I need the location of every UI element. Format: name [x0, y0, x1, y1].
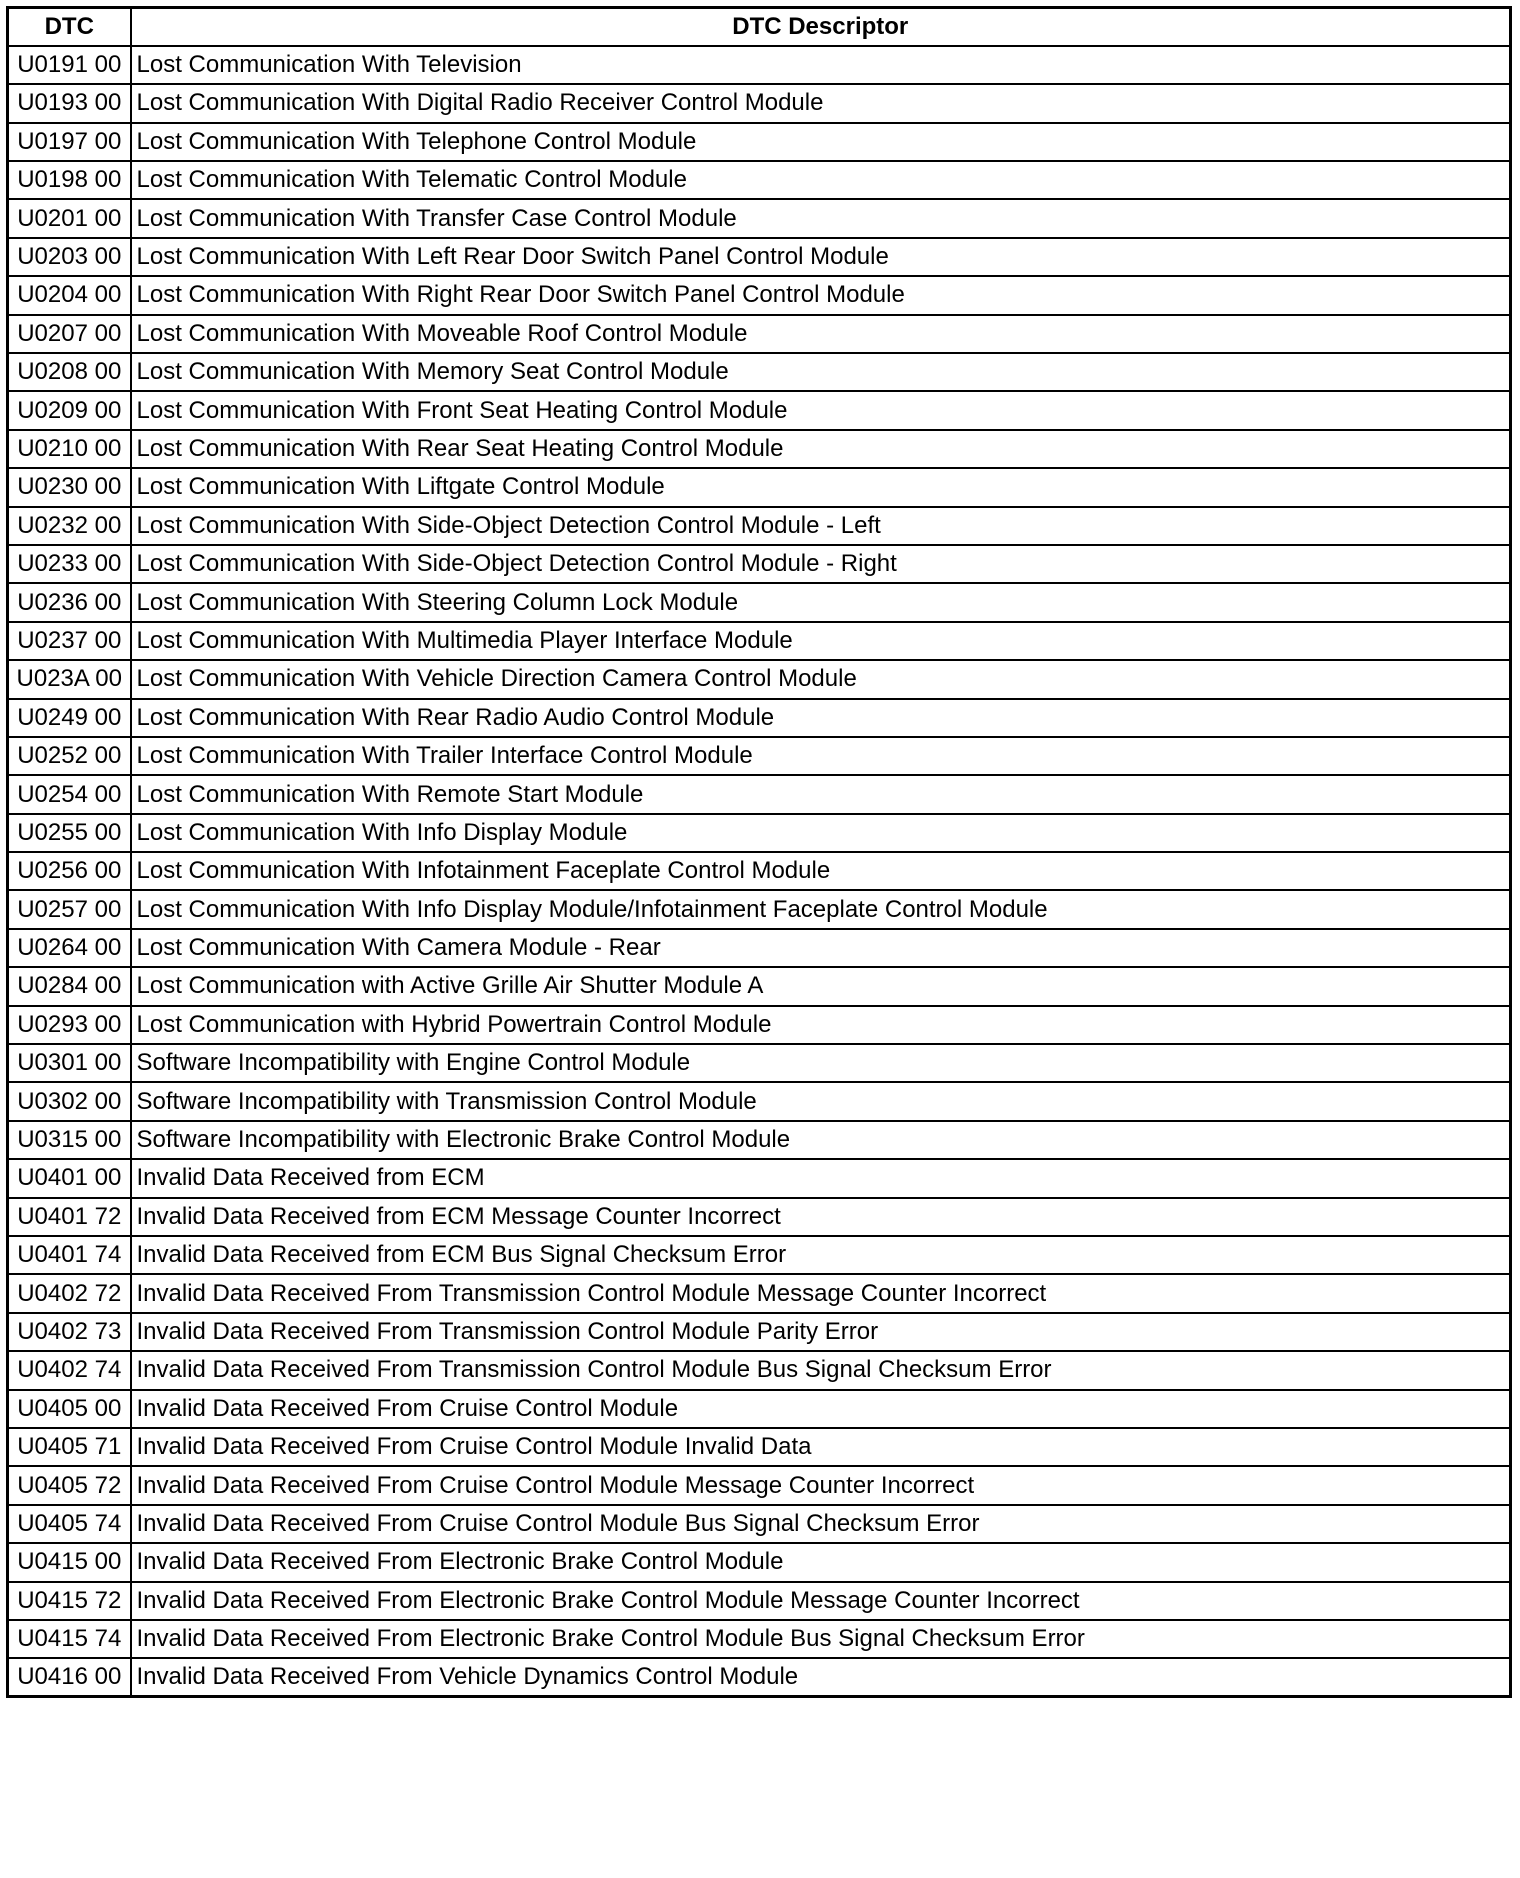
- dtc-code-cell: U0405 74: [8, 1505, 131, 1543]
- table-row: [8, 1582, 1511, 1620]
- dtc-descriptor-cell: Lost Communication With Television: [131, 46, 1511, 84]
- dtc-column-header: DTC: [8, 8, 131, 46]
- dtc-descriptor-cell: Software Incompatibility with Transmission Control Module: [131, 1082, 1511, 1120]
- table-row: [8, 199, 1511, 237]
- dtc-code-cell: U0254 00: [8, 775, 131, 813]
- dtc-code-cell: U0252 00: [8, 737, 131, 775]
- dtc-descriptor-cell: Invalid Data Received from ECM Bus Signal Checksum Error: [131, 1236, 1511, 1274]
- dtc-descriptor-cell: Lost Communication With Steering Column Lock Module: [131, 583, 1511, 621]
- dtc-descriptor-column-header: DTC Descriptor: [131, 8, 1511, 46]
- dtc-descriptor-cell: Lost Communication With Memory Seat Control Module: [131, 353, 1511, 391]
- dtc-code-cell: U0233 00: [8, 545, 131, 583]
- table-row: [8, 1159, 1511, 1197]
- dtc-code-cell: U0315 00: [8, 1121, 131, 1159]
- dtc-code-cell: U0230 00: [8, 468, 131, 506]
- table-row: [8, 545, 1511, 583]
- table-row: [8, 1198, 1511, 1236]
- dtc-code-cell: U0256 00: [8, 852, 131, 890]
- table-row: [8, 1505, 1511, 1543]
- dtc-descriptor-cell: Lost Communication With Digital Radio Receiver Control Module: [131, 84, 1511, 122]
- dtc-code-cell: U0301 00: [8, 1044, 131, 1082]
- dtc-descriptor-cell: Lost Communication With Telematic Control Module: [131, 161, 1511, 199]
- dtc-code-cell: U0191 00: [8, 46, 131, 84]
- dtc-code-cell: U0402 73: [8, 1313, 131, 1351]
- dtc-descriptor-cell: Invalid Data Received From Transmission Control Module Parity Error: [131, 1313, 1511, 1351]
- dtc-code-cell: U0201 00: [8, 199, 131, 237]
- dtc-descriptor-cell: Lost Communication With Vehicle Direction Camera Control Module: [131, 660, 1511, 698]
- dtc-descriptor-cell: Invalid Data Received from ECM Message Counter Incorrect: [131, 1198, 1511, 1236]
- table-row: [8, 238, 1511, 276]
- dtc-descriptor-cell: Lost Communication With Camera Module - Rear: [131, 929, 1511, 967]
- dtc-descriptor-cell: Invalid Data Received From Electronic Brake Control Module Message Counter Incorrect: [131, 1582, 1511, 1620]
- table-row: [8, 737, 1511, 775]
- table-row: [8, 1274, 1511, 1312]
- dtc-code-cell: U0236 00: [8, 583, 131, 621]
- table-row: [8, 1082, 1511, 1120]
- dtc-code-cell: U0264 00: [8, 929, 131, 967]
- dtc-descriptor-cell: Lost Communication With Telephone Control Module: [131, 123, 1511, 161]
- header-row: [8, 8, 1511, 46]
- table-row: [8, 1044, 1511, 1082]
- dtc-descriptor-cell: Lost Communication With Side-Object Detection Control Module - Right: [131, 545, 1511, 583]
- table-row: [8, 1466, 1511, 1504]
- table-row: [8, 890, 1511, 928]
- dtc-descriptor-cell: Lost Communication With Rear Radio Audio Control Module: [131, 699, 1511, 737]
- dtc-descriptor-cell: Lost Communication With Multimedia Player Interface Module: [131, 622, 1511, 660]
- dtc-descriptor-cell: Lost Communication With Liftgate Control Module: [131, 468, 1511, 506]
- table-row: [8, 967, 1511, 1005]
- dtc-descriptor-cell: Lost Communication With Rear Seat Heating Control Module: [131, 430, 1511, 468]
- dtc-code-cell: U0249 00: [8, 699, 131, 737]
- dtc-code-cell: U0209 00: [8, 391, 131, 429]
- table-body: [8, 46, 1511, 1697]
- table-row: [8, 852, 1511, 890]
- dtc-descriptor-cell: Invalid Data Received From Cruise Control Module Message Counter Incorrect: [131, 1466, 1511, 1504]
- dtc-code-cell: U0204 00: [8, 276, 131, 314]
- dtc-descriptor-cell: Invalid Data Received From Electronic Brake Control Module: [131, 1543, 1511, 1581]
- dtc-code-cell: U0237 00: [8, 622, 131, 660]
- dtc-code-cell: U0415 00: [8, 1543, 131, 1581]
- table-row: [8, 468, 1511, 506]
- dtc-descriptor-cell: Lost Communication With Trailer Interface Control Module: [131, 737, 1511, 775]
- table-row: [8, 1121, 1511, 1159]
- dtc-descriptor-cell: Lost Communication With Left Rear Door Switch Panel Control Module: [131, 238, 1511, 276]
- dtc-descriptor-cell: Lost Communication With Right Rear Door Switch Panel Control Module: [131, 276, 1511, 314]
- dtc-code-cell: U0415 74: [8, 1620, 131, 1658]
- dtc-code-cell: U0293 00: [8, 1006, 131, 1044]
- dtc-descriptor-cell: Invalid Data Received From Transmission Control Module Message Counter Incorrect: [131, 1274, 1511, 1312]
- table-row: [8, 353, 1511, 391]
- dtc-descriptor-cell: Lost Communication With Front Seat Heating Control Module: [131, 391, 1511, 429]
- dtc-code-cell: U0401 72: [8, 1198, 131, 1236]
- table-row: [8, 622, 1511, 660]
- dtc-code-cell: U0402 74: [8, 1351, 131, 1389]
- dtc-code-cell: U0197 00: [8, 123, 131, 161]
- dtc-code-cell: U0401 74: [8, 1236, 131, 1274]
- table-row: [8, 1313, 1511, 1351]
- table-row: [8, 161, 1511, 199]
- dtc-descriptor-cell: Software Incompatibility with Electronic Brake Control Module: [131, 1121, 1511, 1159]
- dtc-descriptor-cell: Lost Communication with Hybrid Powertrain Control Module: [131, 1006, 1511, 1044]
- dtc-code-cell: U0405 00: [8, 1390, 131, 1428]
- dtc-descriptor-cell: Lost Communication With Remote Start Module: [131, 775, 1511, 813]
- dtc-descriptor-cell: Software Incompatibility with Engine Control Module: [131, 1044, 1511, 1082]
- dtc-code-cell: U0401 00: [8, 1159, 131, 1197]
- dtc-descriptor-cell: Invalid Data Received From Cruise Control Module Invalid Data: [131, 1428, 1511, 1466]
- dtc-descriptor-cell: Lost Communication with Active Grille Air Shutter Module A: [131, 967, 1511, 1005]
- dtc-descriptor-cell: Invalid Data Received From Vehicle Dynamics Control Module: [131, 1658, 1511, 1696]
- dtc-code-cell: U0255 00: [8, 814, 131, 852]
- dtc-code-cell: U0405 71: [8, 1428, 131, 1466]
- dtc-descriptor-cell: Invalid Data Received From Electronic Brake Control Module Bus Signal Checksum Error: [131, 1620, 1511, 1658]
- table-row: [8, 1006, 1511, 1044]
- dtc-code-cell: U0284 00: [8, 967, 131, 1005]
- dtc-code-cell: U0257 00: [8, 890, 131, 928]
- dtc-code-cell: U0416 00: [8, 1658, 131, 1696]
- dtc-descriptor-cell: Lost Communication With Transfer Case Control Module: [131, 199, 1511, 237]
- dtc-code-cell: U0207 00: [8, 315, 131, 353]
- dtc-descriptor-cell: Invalid Data Received from ECM: [131, 1159, 1511, 1197]
- dtc-code-cell: U0210 00: [8, 430, 131, 468]
- table-row: [8, 1543, 1511, 1581]
- dtc-table: [6, 6, 1512, 1698]
- dtc-descriptor-cell: Lost Communication With Infotainment Faceplate Control Module: [131, 852, 1511, 890]
- table-row: [8, 583, 1511, 621]
- dtc-code-cell: U0232 00: [8, 507, 131, 545]
- table-row: [8, 929, 1511, 967]
- dtc-code-cell: U0198 00: [8, 161, 131, 199]
- table-row: [8, 1658, 1511, 1696]
- table-row: [8, 507, 1511, 545]
- dtc-descriptor-cell: Lost Communication With Side-Object Detection Control Module - Left: [131, 507, 1511, 545]
- dtc-code-cell: U0208 00: [8, 353, 131, 391]
- dtc-code-cell: U0415 72: [8, 1582, 131, 1620]
- dtc-code-cell: U0302 00: [8, 1082, 131, 1120]
- table-row: [8, 1620, 1511, 1658]
- table-row: [8, 1236, 1511, 1274]
- table-row: [8, 391, 1511, 429]
- table-row: [8, 1428, 1511, 1466]
- dtc-code-cell: U0405 72: [8, 1466, 131, 1504]
- dtc-descriptor-cell: Invalid Data Received From Cruise Control Module Bus Signal Checksum Error: [131, 1505, 1511, 1543]
- table-row: [8, 775, 1511, 813]
- dtc-code-cell: U0402 72: [8, 1274, 131, 1312]
- dtc-code-cell: U0203 00: [8, 238, 131, 276]
- table-row: [8, 814, 1511, 852]
- table-row: [8, 46, 1511, 84]
- table-row: [8, 1351, 1511, 1389]
- dtc-code-cell: U0193 00: [8, 84, 131, 122]
- table-row: [8, 1390, 1511, 1428]
- table-row: [8, 315, 1511, 353]
- dtc-descriptor-cell: Invalid Data Received From Cruise Control Module: [131, 1390, 1511, 1428]
- dtc-code-cell: U023A 00: [8, 660, 131, 698]
- dtc-descriptor-cell: Invalid Data Received From Transmission Control Module Bus Signal Checksum Error: [131, 1351, 1511, 1389]
- dtc-descriptor-cell: Lost Communication With Info Display Module/Infotainment Faceplate Control Module: [131, 890, 1511, 928]
- table-row: [8, 699, 1511, 737]
- dtc-descriptor-cell: Lost Communication With Moveable Roof Control Module: [131, 315, 1511, 353]
- table-row: [8, 123, 1511, 161]
- dtc-descriptor-cell: Lost Communication With Info Display Module: [131, 814, 1511, 852]
- table-row: [8, 430, 1511, 468]
- table-row: [8, 660, 1511, 698]
- table-row: [8, 276, 1511, 314]
- table-row: [8, 84, 1511, 122]
